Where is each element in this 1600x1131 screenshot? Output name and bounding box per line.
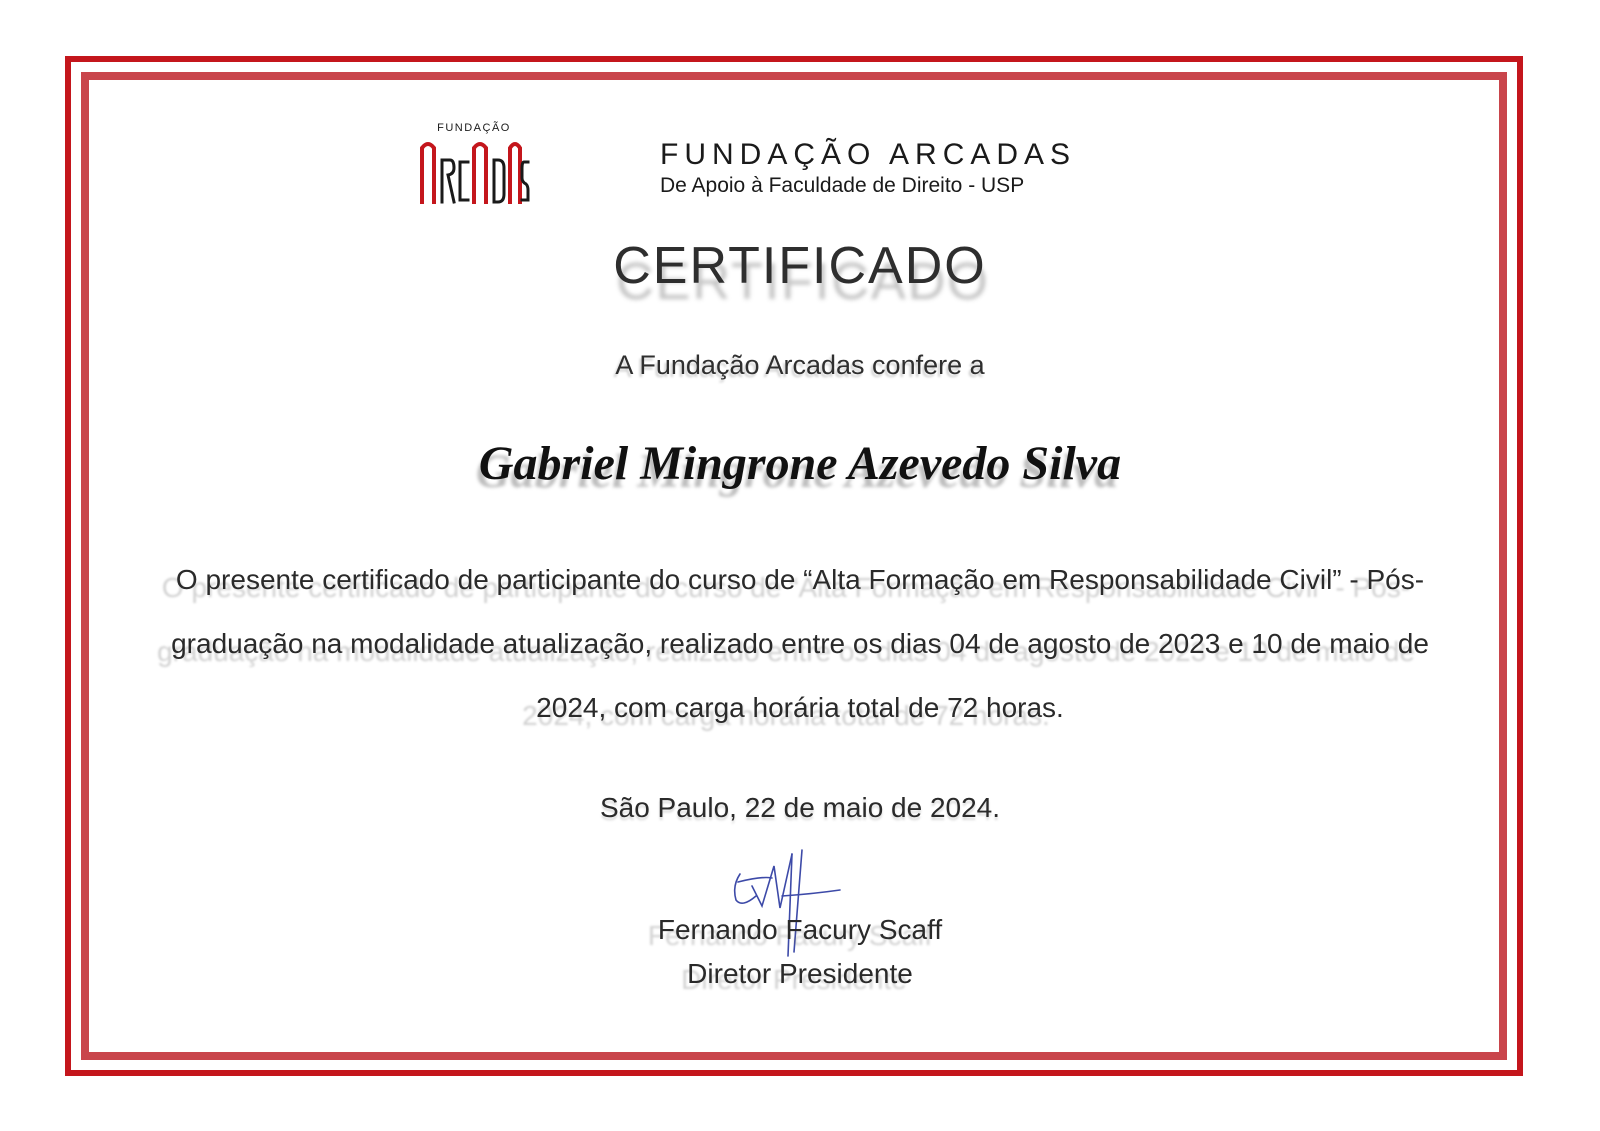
signer-name: Fernando Facury Scaff [657, 914, 943, 945]
org-subtitle: De Apoio à Faculdade de Direito - USP [660, 174, 1025, 197]
certificate-body: O presente certificado de participante do curso de “Alta Formação em Responsabilidade Civil” - Pós-graduação na modalidade atualização, realizado entre os dias 04 de agosto de 2023 e 10 de maio de 2024, com carga horária total de 72 horas. [171, 564, 1429, 723]
confers-line: A Fundação Arcadas confere a [615, 350, 985, 380]
place-date: São Paulo, 22 de maio de 2024. [599, 792, 1001, 823]
header-block [660, 138, 1080, 198]
recipient-name: Gabriel Mingrone Azevedo Silva [478, 437, 1122, 490]
org-name: FUNDAÇÃO ARCADAS [660, 138, 1077, 171]
arcadas-wordmark-icon [418, 138, 530, 204]
signature-icon [722, 846, 862, 966]
arcadas-logo [418, 122, 538, 212]
signer-role: Diretor Presidente [687, 958, 913, 989]
certificate-title: CERTIFICADO [613, 237, 987, 295]
logo-small-text: FUNDAÇÃO [437, 122, 511, 134]
